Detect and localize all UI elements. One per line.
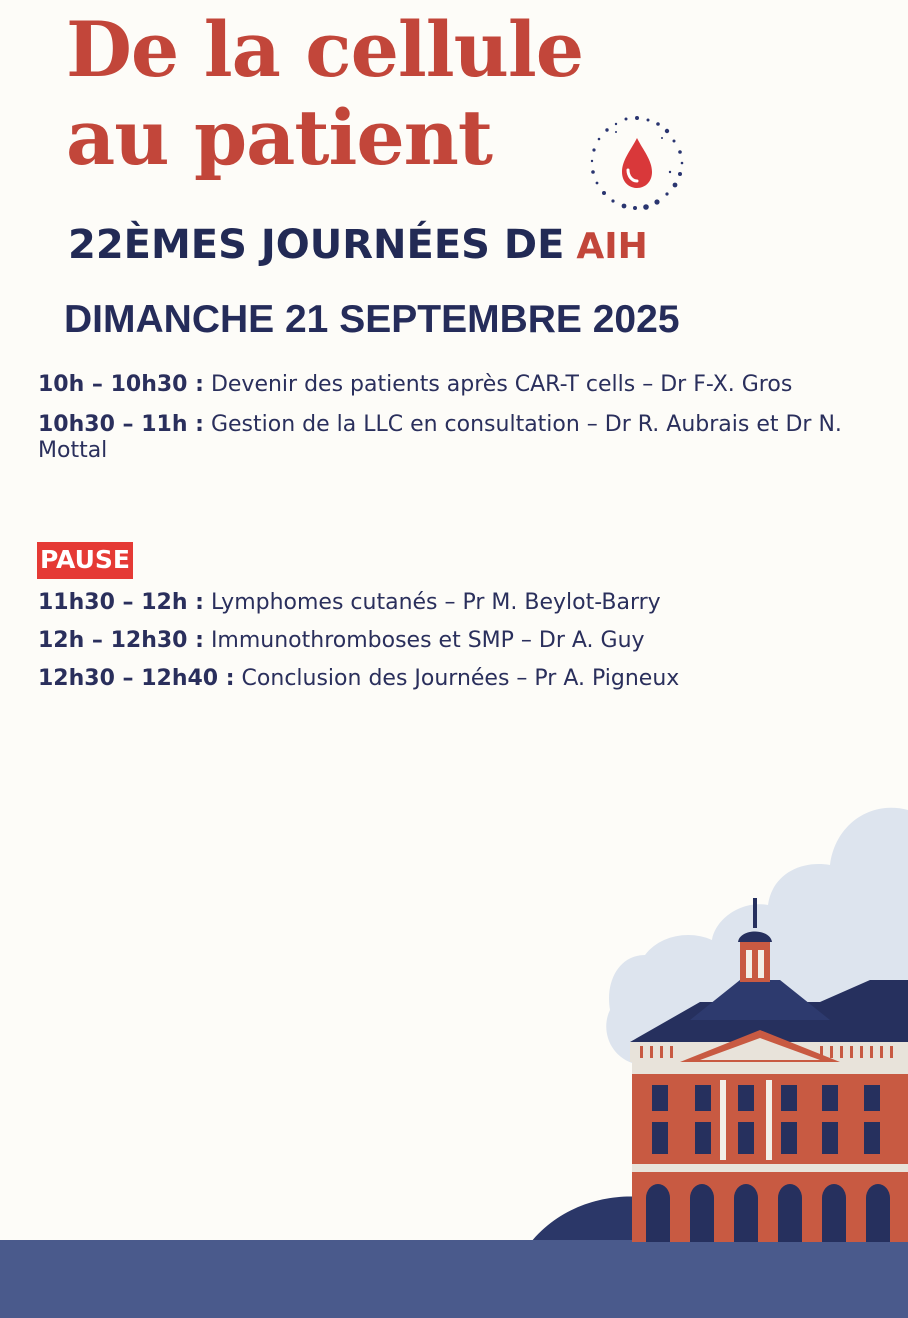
agenda-time: 12h30 – 12h40 : — [38, 666, 235, 691]
agenda-topic: Devenir des patients après CAR-T cells – Dr F-X. Gros — [203, 372, 793, 397]
agenda-topic: Gestion de la LLC en consultation – Dr R. Aubrais et Dr N. Mottal — [38, 412, 842, 463]
agenda-time: 12h – 12h30 : — [38, 628, 204, 653]
agenda-topic: Conclusion des Journées – Pr A. Pigneux — [234, 666, 680, 691]
event-date: DIMANCHE 21 SEPTEMBRE 2025 — [64, 298, 680, 341]
title-line-2: au patient — [66, 93, 493, 182]
agenda-time: 10h30 – 11h : — [38, 412, 204, 437]
bordeaux-building-illustration — [0, 780, 908, 1318]
event-subtitle — [68, 222, 648, 268]
agenda-time: 11h30 – 12h : — [38, 590, 204, 615]
pause-badge: PAUSE — [37, 542, 133, 579]
agenda-topic: Lymphomes cutanés – Pr M. Beylot-Barry — [203, 590, 661, 615]
agenda-item — [38, 628, 645, 654]
title-line-1: De la cellule — [66, 5, 584, 94]
agenda-item — [38, 590, 661, 616]
agenda-item — [38, 412, 898, 464]
agenda-topic: Immunothromboses et SMP – Dr A. Guy — [203, 628, 645, 653]
agenda-item — [38, 666, 679, 692]
brand-name: AIH — [576, 226, 648, 267]
agenda-item — [38, 372, 792, 398]
subtitle-text: 22ÈMES JOURNÉES DE — [68, 222, 565, 268]
blood-drop-icon — [586, 112, 688, 214]
event-title — [66, 6, 583, 182]
agenda-time: 10h – 10h30 : — [38, 372, 204, 397]
